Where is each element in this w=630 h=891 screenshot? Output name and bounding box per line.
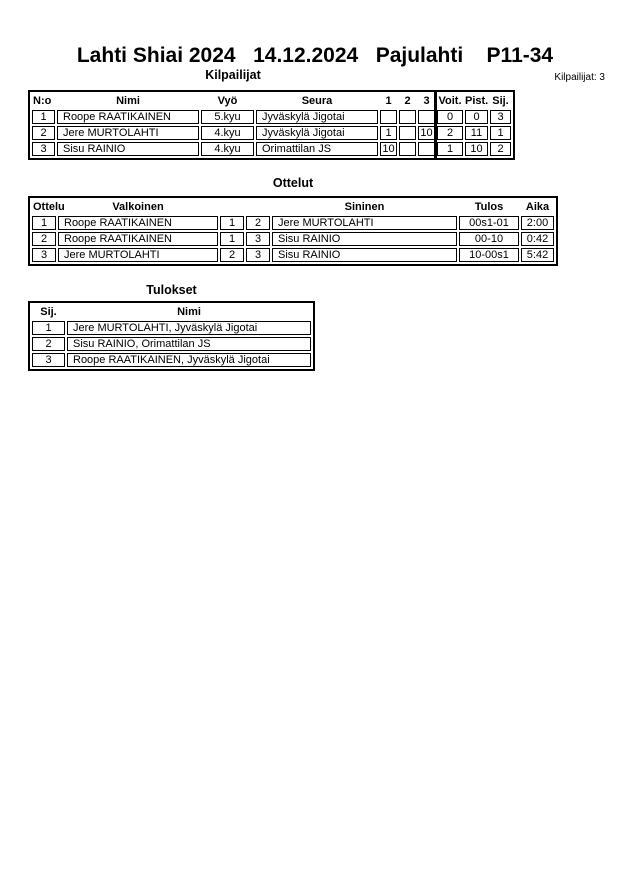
matches-table — [28, 196, 558, 266]
column-header-name: Nimi — [116, 95, 140, 107]
blue-competitor-number: 3 — [246, 248, 270, 262]
column-header-time: Aika — [525, 201, 550, 213]
match-row — [32, 248, 554, 262]
competitor-name: Jere MURTOLAHTI — [57, 126, 199, 140]
match2-score — [399, 110, 416, 124]
blue-competitor-number: 3 — [246, 232, 270, 246]
placement: 1 — [32, 321, 65, 335]
wins-count: 1 — [437, 142, 463, 156]
competitor-row — [32, 110, 511, 124]
white-competitor-name: Jere MURTOLAHTI — [58, 248, 218, 262]
competitor-number: 3 — [32, 142, 55, 156]
points-count: 0 — [465, 110, 488, 124]
column-header-name: Nimi — [177, 306, 201, 318]
match2-score — [399, 126, 416, 140]
competitor-belt: 4.kyu — [201, 126, 254, 140]
placement: 2 — [32, 337, 65, 351]
result-row — [32, 337, 311, 351]
white-competitor-name: Roope RAATIKAINEN — [58, 216, 218, 230]
wins-count: 0 — [437, 110, 463, 124]
competitor-row — [32, 142, 511, 156]
match-time: 2:00 — [521, 216, 554, 230]
competitor-name-club: Sisu RAINIO, Orimattilan JS — [67, 337, 311, 351]
result-row — [32, 321, 311, 335]
match-number: 1 — [32, 216, 56, 230]
match-time: 0:42 — [521, 232, 554, 246]
results-heading: Tulokset — [146, 283, 197, 297]
points-count: 11 — [465, 126, 488, 140]
blue-competitor-name: Sisu RAINIO — [272, 248, 457, 262]
placement: 2 — [490, 142, 511, 156]
column-header-place: Sij. — [492, 95, 509, 107]
matches-heading: Ottelut — [272, 176, 314, 190]
column-header-points: Pist. — [465, 95, 489, 107]
placement: 3 — [490, 110, 511, 124]
match-result: 00-10 — [459, 232, 519, 246]
match-number: 2 — [32, 232, 56, 246]
competitor-name: Sisu RAINIO — [57, 142, 199, 156]
column-header-no: N:o — [33, 95, 52, 107]
results-header-row — [32, 305, 311, 319]
blue-competitor-name: Jere MURTOLAHTI — [272, 216, 457, 230]
points-count: 10 — [465, 142, 488, 156]
competitor-belt: 5.kyu — [201, 110, 254, 124]
score-block-divider — [434, 90, 437, 160]
white-competitor-number: 1 — [220, 232, 244, 246]
blue-competitor-number: 2 — [246, 216, 270, 230]
white-competitor-number: 1 — [220, 216, 244, 230]
competitor-row — [32, 126, 511, 140]
competitor-belt: 4.kyu — [201, 142, 254, 156]
column-header-wins: Voit. — [438, 95, 462, 107]
column-header-blue-number — [246, 200, 270, 214]
column-header-match1: 1 — [385, 95, 392, 107]
placement: 1 — [490, 126, 511, 140]
competitors-header-row — [32, 94, 511, 108]
match1-score: 1 — [380, 126, 397, 140]
competitor-club: Orimattilan JS — [256, 142, 378, 156]
competitor-name-club: Jere MURTOLAHTI, Jyväskylä Jigotai — [67, 321, 311, 335]
match-result: 00s1-01 — [459, 216, 519, 230]
column-header-white: Valkoinen — [112, 201, 164, 213]
column-header-result: Tulos — [474, 201, 504, 213]
matches-header-row — [32, 200, 554, 214]
column-header-match: Ottelu — [33, 201, 65, 213]
results-table — [28, 301, 315, 371]
white-competitor-number: 2 — [220, 248, 244, 262]
column-header-white-number — [220, 200, 244, 214]
match1-score — [380, 110, 397, 124]
match-row — [32, 232, 554, 246]
competitor-name: Roope RAATIKAINEN — [57, 110, 199, 124]
match-number: 3 — [32, 248, 56, 262]
column-header-place: Sij. — [40, 306, 57, 318]
match-result: 10-00s1 — [459, 248, 519, 262]
match1-score: 10 — [380, 142, 397, 156]
placement: 3 — [32, 353, 65, 367]
competitors-heading: Kilpailijat — [205, 68, 261, 82]
match2-score — [399, 142, 416, 156]
competitor-number: 2 — [32, 126, 55, 140]
match3-score — [418, 142, 435, 156]
white-competitor-name: Roope RAATIKAINEN — [58, 232, 218, 246]
match3-score: 10 — [418, 126, 435, 140]
column-header-belt: Vyö — [217, 95, 238, 107]
competitor-club: Jyväskylä Jigotai — [256, 110, 378, 124]
competitor-club: Jyväskylä Jigotai — [256, 126, 378, 140]
competitor-name-club: Roope RAATIKAINEN, Jyväskylä Jigotai — [67, 353, 311, 367]
match-time: 5:42 — [521, 248, 554, 262]
column-header-blue: Sininen — [344, 201, 385, 213]
result-row — [32, 353, 311, 367]
column-header-match3: 3 — [423, 95, 430, 107]
competitors-table — [28, 90, 515, 160]
page-title: Lahti Shiai 2024 14.12.2024 Pajulahti P11-34 — [76, 44, 554, 67]
competitors-count-label: Kilpailijat: 3 — [554, 72, 605, 83]
column-header-match2: 2 — [404, 95, 411, 107]
wins-count: 2 — [437, 126, 463, 140]
blue-competitor-name: Sisu RAINIO — [272, 232, 457, 246]
column-header-club: Seura — [301, 95, 333, 107]
competitor-number: 1 — [32, 110, 55, 124]
match-row — [32, 216, 554, 230]
match3-score — [418, 110, 435, 124]
